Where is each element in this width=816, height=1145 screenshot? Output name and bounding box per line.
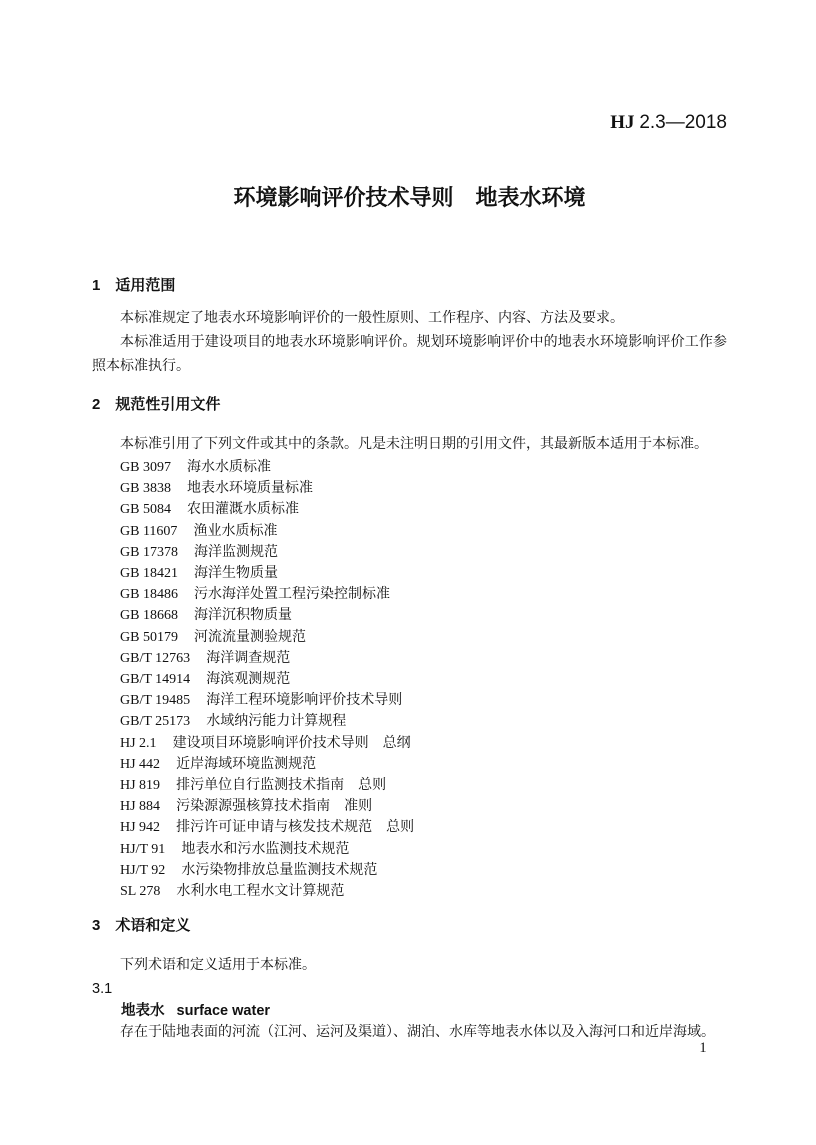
reference-code: GB 11607 xyxy=(120,523,178,539)
reference-code: GB 18421 xyxy=(120,566,178,582)
reference-code: GB/T 14914 xyxy=(120,672,191,688)
reference-code: GB 3097 xyxy=(120,460,171,475)
section-1-heading xyxy=(92,276,727,296)
term-definition: 存在于陆地表面的河流（江河、运河及渠道）、湖泊、水库等地表水体以及入海河口和近岸海域。 xyxy=(120,1025,715,1041)
reference-title: 近岸海域环境监测规范 xyxy=(176,756,317,772)
reference-title: 水利水电工程水文计算规范 xyxy=(176,884,345,900)
reference-title: 海洋工程环境影响评价技术导则 xyxy=(206,693,403,709)
reference-code: GB/T 19485 xyxy=(120,693,191,709)
reference-item xyxy=(92,478,727,499)
references-list xyxy=(92,457,727,902)
reference-code: GB 18668 xyxy=(120,608,178,624)
reference-code: GB 17378 xyxy=(120,544,178,560)
reference-title: 水污染物排放总量监测技术规范 xyxy=(181,862,378,878)
reference-code: GB 50179 xyxy=(120,629,178,645)
reference-title: 农田灌溉水质标准 xyxy=(187,502,300,518)
reference-code: HJ 819 xyxy=(120,778,161,794)
reference-item xyxy=(92,817,727,838)
reference-item xyxy=(92,775,727,796)
reference-code: HJ/T 92 xyxy=(120,862,166,878)
term-name-en: surface water xyxy=(176,1003,271,1020)
reference-item xyxy=(92,521,727,542)
reference-item xyxy=(92,563,727,584)
references-intro: 本标准引用了下列文件或其中的条款。凡是未注明日期的引用文件，其最新版本适用于本标准。 xyxy=(120,437,708,452)
document-title: 环境影响评价技术导则 地表水环境 xyxy=(233,185,586,210)
section-2-heading xyxy=(92,395,727,415)
reference-title: 排污单位自行监测技术指南 总则 xyxy=(176,778,387,794)
term-name xyxy=(92,1000,727,1022)
reference-code: GB 3838 xyxy=(120,481,171,497)
reference-title: 排污许可证申请与核发技术规范 总则 xyxy=(176,820,415,836)
reference-title: 海洋沉积物质量 xyxy=(194,608,293,624)
section-2-title: 规范性引用文件 xyxy=(115,396,221,413)
reference-code: GB/T 12763 xyxy=(120,650,191,666)
reference-code: HJ 2.1 xyxy=(120,735,157,751)
reference-code: HJ 884 xyxy=(120,799,161,815)
reference-title: 海洋监测规范 xyxy=(194,544,279,560)
reference-code: HJ 942 xyxy=(120,820,161,836)
reference-title: 污水海洋处置工程污染控制标准 xyxy=(194,587,391,603)
reference-title: 海滨观测规范 xyxy=(206,672,291,688)
reference-code: GB 5084 xyxy=(120,502,171,518)
reference-item xyxy=(92,733,727,754)
reference-code: HJ/T 91 xyxy=(120,841,166,857)
reference-item xyxy=(92,584,727,605)
standard-code xyxy=(92,110,727,136)
term-name-cn: 地表水 xyxy=(121,1003,165,1020)
reference-item xyxy=(92,627,727,648)
section-3-heading xyxy=(92,916,727,936)
reference-item xyxy=(92,605,727,626)
reference-title: 污染源源强核算技术指南 准则 xyxy=(176,799,373,815)
reference-item xyxy=(92,839,727,860)
reference-title: 地表水和污水监测技术规范 xyxy=(181,841,350,857)
section-1-number: 1 xyxy=(92,277,101,294)
reference-title: 海水水质标准 xyxy=(187,460,272,475)
reference-item xyxy=(92,860,727,881)
section-3-number: 3 xyxy=(92,917,101,935)
section-1-title: 适用范围 xyxy=(115,277,176,294)
reference-item xyxy=(92,669,727,690)
reference-item xyxy=(92,796,727,817)
section-3-title: 术语和定义 xyxy=(115,917,191,935)
reference-item xyxy=(92,711,727,732)
reference-title: 地表水环境质量标准 xyxy=(187,481,314,497)
reference-title: 河流流量测验规范 xyxy=(194,629,307,645)
reference-item xyxy=(92,881,727,902)
reference-code: GB/T 25173 xyxy=(120,714,191,730)
reference-title: 海洋调查规范 xyxy=(206,650,291,666)
terms-intro: 下列术语和定义适用于本标准。 xyxy=(120,958,316,974)
reference-code: SL 278 xyxy=(120,884,161,900)
reference-title: 水域纳污能力计算规程 xyxy=(206,714,347,730)
reference-code: HJ 442 xyxy=(120,756,161,772)
scope-paragraph-1: 本标准规定了地表水环境影响评价的一般性原则、工作程序、内容、方法及要求。 xyxy=(120,311,624,326)
reference-item xyxy=(92,690,727,711)
reference-title: 渔业水质标准 xyxy=(193,523,278,539)
page-number: 1 xyxy=(699,1040,707,1056)
reference-item xyxy=(92,754,727,775)
reference-title: 海洋生物质量 xyxy=(194,566,279,582)
reference-item xyxy=(92,499,727,520)
standard-code-number: 2.3—2018 xyxy=(639,112,727,133)
standard-code-prefix: HJ xyxy=(610,112,635,133)
term-entry-3-1 xyxy=(92,978,727,1044)
reference-code: GB 18486 xyxy=(120,587,178,603)
reference-item xyxy=(92,542,727,563)
scope-paragraph-2: 本标准适用于建设项目的地表水环境影响评价。规划环境影响评价中的地表水环境影响评价工作参照本标准执行。 xyxy=(92,335,727,374)
reference-title: 建设项目环境影响评价技术导则 总纲 xyxy=(172,735,411,751)
reference-item xyxy=(92,457,727,478)
term-entry-number: 3.1 xyxy=(92,981,113,998)
reference-item xyxy=(92,648,727,669)
section-2-number: 2 xyxy=(92,396,101,413)
